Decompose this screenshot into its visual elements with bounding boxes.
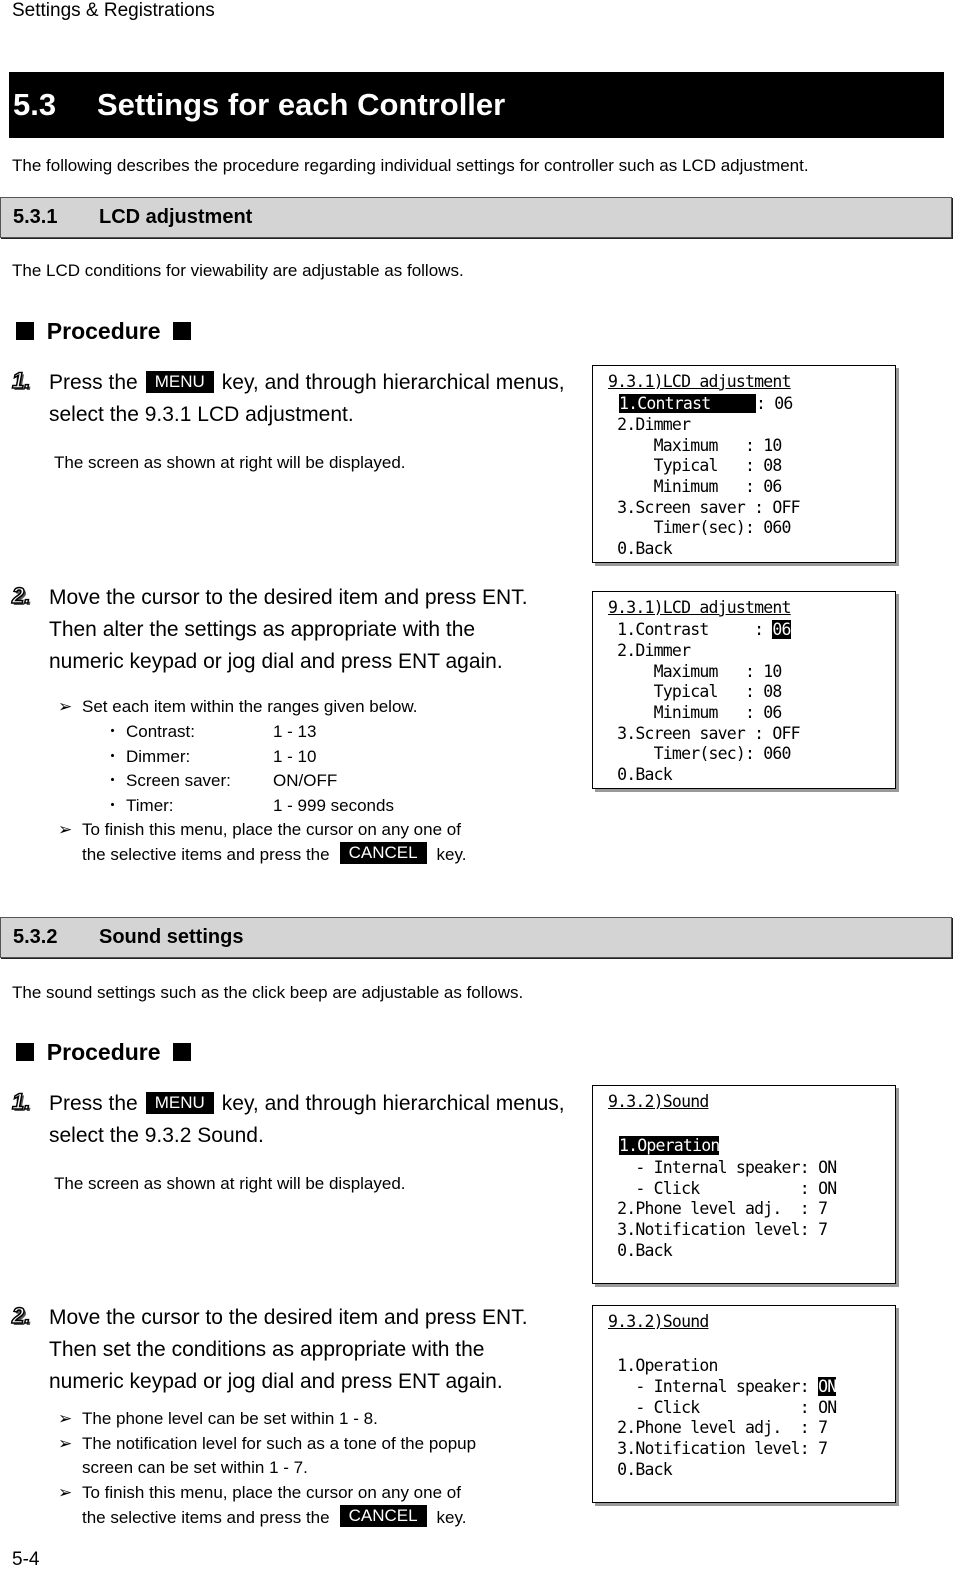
screen-line: 3.Notification level: 7	[608, 1439, 828, 1458]
bullet-text: The phone level can be set within 1 - 8.	[82, 1409, 378, 1428]
section-number: 5.3	[13, 87, 57, 122]
step-text	[49, 367, 569, 431]
screen-line: 2.Phone level adj. : 7	[608, 1199, 828, 1218]
screen-line: 3.Screen saver : OFF	[608, 498, 800, 517]
step-number: 1.	[12, 368, 31, 393]
step-note: The screen as shown at right will be displayed.	[54, 1174, 406, 1193]
page-header: Settings & Registrations	[12, 0, 215, 21]
dot-bullet: ・	[104, 795, 121, 815]
bullet-item	[58, 1432, 476, 1480]
sound-screen-1	[592, 1085, 896, 1284]
range-list	[104, 720, 394, 818]
cursor-highlight: ON	[818, 1377, 837, 1396]
bullet-text: screen can be set within 1 - 7.	[82, 1458, 308, 1477]
screen-line-contrast	[608, 620, 791, 640]
screen-title: 9.3.1)LCD adjustment	[608, 598, 791, 617]
procedure-heading	[16, 318, 191, 345]
screen-line: Timer(sec): 060	[608, 744, 791, 763]
bullet-text: To finish this menu, place the cursor on any one of	[82, 820, 461, 839]
range-value: 1 - 10	[273, 746, 317, 766]
square-icon	[16, 322, 34, 340]
subsection-number: 5.3.1	[13, 206, 58, 228]
contrast-value: : 06	[756, 394, 793, 413]
arrow-bullet-icon: ➢	[58, 1434, 73, 1453]
procedure-label: Procedure	[46, 1039, 161, 1065]
step-text-post: key, and through hierarchical menus, select the 9.3.2 Sound.	[49, 1092, 565, 1147]
subsection-title: Sound settings	[99, 926, 244, 948]
dot-bullet: ・	[104, 722, 121, 741]
screen-line: - Internal speaker: ON	[608, 1158, 837, 1177]
screen-line-contrast	[619, 394, 793, 414]
subsection-bar-lcd	[0, 197, 952, 238]
step-text: Move the cursor to the desired item and press ENT. Then alter the settings as appropriate with the numeric keypad or jog dial and press ENT again.	[49, 586, 528, 673]
screen-line: 2.Dimmer	[608, 415, 691, 434]
step-text-pre: Press the	[49, 1092, 138, 1115]
bullet-text: The notification level for such as a tone of the popup	[82, 1434, 477, 1453]
screen-title: 9.3.2)Sound	[608, 1092, 709, 1111]
screen-line: Timer(sec): 060	[608, 518, 791, 537]
range-value: ON/OFF	[273, 771, 338, 790]
screen-line: Minimum : 06	[608, 703, 782, 722]
screen-line: Maximum : 10	[608, 436, 782, 455]
screen-line-speaker	[608, 1377, 836, 1397]
page-number: 5-4	[12, 1549, 40, 1570]
arrow-bullet-icon: ➢	[58, 697, 73, 716]
speaker-label: - Internal speaker:	[608, 1377, 819, 1396]
lcd-screen-2	[592, 591, 896, 789]
step-number: 2.	[12, 583, 31, 608]
screen-line: Typical : 08	[608, 682, 782, 701]
square-icon	[16, 1043, 34, 1061]
subsection-bar-sound	[0, 917, 952, 958]
screen-line: 0.Back	[608, 1241, 672, 1260]
range-value: 1 - 999 seconds	[273, 795, 394, 815]
section-title-bar	[9, 72, 944, 138]
screen-title: 9.3.1)LCD adjustment	[608, 372, 791, 391]
arrow-bullet-icon: ➢	[58, 820, 73, 839]
screen-line: Maximum : 10	[608, 662, 782, 681]
bullet-text: Set each item within the ranges given below.	[82, 697, 418, 716]
screen-line-operation: 1.Operation	[608, 1356, 718, 1375]
screen-line: 3.Screen saver : OFF	[608, 724, 800, 743]
bullet-text: key.	[436, 845, 467, 864]
cursor-highlight: 1.Contrast	[619, 394, 757, 413]
arrow-bullet-icon: ➢	[58, 1483, 73, 1502]
dot-bullet: ・	[104, 746, 121, 766]
cancel-key: CANCEL	[340, 842, 427, 864]
menu-key: MENU	[146, 1092, 214, 1114]
menu-key: MENU	[146, 371, 214, 393]
cancel-key: CANCEL	[340, 1505, 427, 1527]
range-label: Dimmer:	[126, 746, 191, 766]
lcd-description: The LCD conditions for viewability are adjustable as follows.	[12, 261, 464, 280]
square-icon	[173, 1043, 191, 1061]
screen-line: 0.Back	[608, 1460, 672, 1479]
arrow-bullet-icon: ➢	[58, 1409, 73, 1428]
screen-line: 2.Dimmer	[608, 641, 691, 660]
subsection-number: 5.3.2	[13, 926, 58, 948]
procedure-heading	[16, 1039, 191, 1066]
range-label: Contrast:	[126, 722, 195, 741]
sound-description: The sound settings such as the click beep are adjustable as follows.	[12, 983, 524, 1002]
dot-bullet: ・	[104, 771, 121, 790]
subsection-title: LCD adjustment	[99, 206, 253, 228]
contrast-label: 1.Contrast :	[608, 620, 773, 639]
cursor-highlight: 06	[772, 620, 791, 639]
bullet-text: the selective items and press the	[82, 845, 330, 864]
cursor-highlight: 1.Operation	[619, 1136, 720, 1155]
section-intro: The following describes the procedure regarding individual settings for controller such as LCD adjustment.	[12, 156, 809, 175]
bullet-text: the selective items and press the	[82, 1508, 330, 1527]
screen-title: 9.3.2)Sound	[608, 1312, 709, 1331]
range-value: 1 - 13	[273, 722, 317, 741]
lcd-screen-1	[592, 365, 896, 563]
bullet-text: To finish this menu, place the cursor on any one of	[82, 1483, 461, 1502]
range-label: Timer:	[126, 795, 174, 815]
screen-line-operation	[619, 1136, 719, 1156]
screen-line: 2.Phone level adj. : 7	[608, 1418, 828, 1437]
range-row	[104, 745, 394, 770]
range-row	[104, 720, 394, 745]
range-row	[104, 794, 394, 819]
step-text: Move the cursor to the desired item and press ENT. Then set the conditions as appropriate with the numeric keypad or jog dial and press ENT again.	[49, 1306, 528, 1393]
step-note: The screen as shown at right will be displayed.	[54, 453, 406, 472]
screen-line: 0.Back	[608, 539, 672, 558]
sound-screen-2	[592, 1305, 896, 1503]
bullet-item	[58, 1407, 378, 1431]
screen-line: - Click : ON	[608, 1179, 837, 1198]
screen-line: 0.Back	[608, 765, 672, 784]
procedure-label: Procedure	[46, 318, 161, 344]
range-row	[104, 769, 394, 794]
bullet-item	[58, 818, 466, 867]
screen-line: - Click : ON	[608, 1398, 837, 1417]
range-label: Screen saver:	[126, 771, 231, 790]
bullet-text: key.	[436, 1508, 467, 1527]
screen-line: 3.Notification level: 7	[608, 1220, 828, 1239]
step-text	[49, 1088, 569, 1152]
step-text-pre: Press the	[49, 371, 138, 394]
step-text-post: key, and through hierarchical menus, select the 9.3.1 LCD adjustment.	[49, 371, 565, 426]
square-icon	[173, 322, 191, 340]
section-title: Settings for each Controller	[97, 87, 506, 122]
step-number: 1.	[12, 1089, 31, 1114]
screen-line: Typical : 08	[608, 456, 782, 475]
bullet-item	[58, 695, 417, 719]
bullet-item	[58, 1481, 466, 1530]
step-number: 2.	[12, 1303, 31, 1328]
screen-line: Minimum : 06	[608, 477, 782, 496]
